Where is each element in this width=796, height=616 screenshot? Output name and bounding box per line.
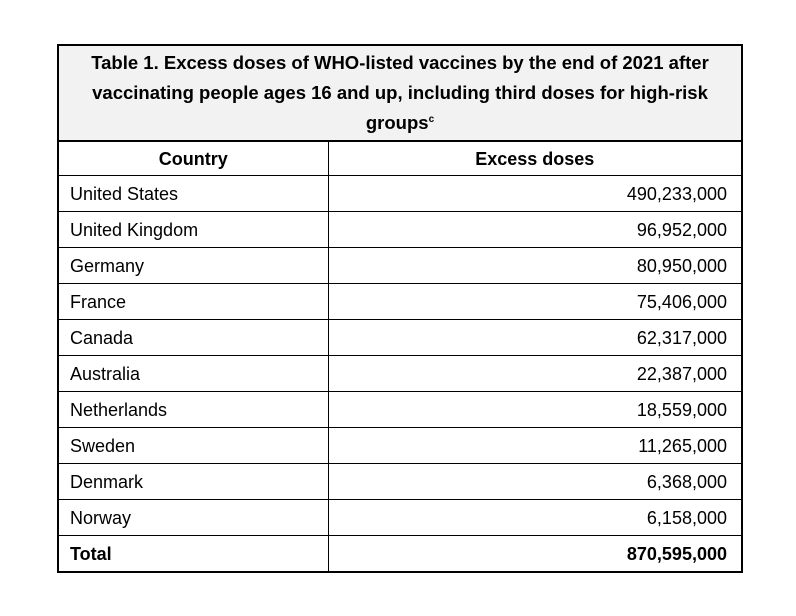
excess-doses-table — [57, 44, 743, 573]
total-row — [58, 536, 742, 573]
excess-doses-cell: 22,387,000 — [328, 356, 742, 392]
table-row — [58, 248, 742, 284]
excess-doses-cell: 18,559,000 — [328, 392, 742, 428]
excess-doses-cell: 11,265,000 — [328, 428, 742, 464]
excess-doses-cell: 80,950,000 — [328, 248, 742, 284]
excess-doses-cell: 6,158,000 — [328, 500, 742, 536]
country-cell: United States — [58, 176, 328, 212]
table-row — [58, 428, 742, 464]
column-header-excess-doses: Excess doses — [328, 141, 742, 176]
excess-doses-table-container — [57, 44, 743, 573]
column-header-country: Country — [58, 141, 328, 176]
country-cell: Sweden — [58, 428, 328, 464]
country-cell: United Kingdom — [58, 212, 328, 248]
country-cell: Germany — [58, 248, 328, 284]
table-row — [58, 356, 742, 392]
table-row — [58, 464, 742, 500]
country-cell: Denmark — [58, 464, 328, 500]
table-row — [58, 500, 742, 536]
table-row — [58, 176, 742, 212]
total-value: 870,595,000 — [328, 536, 742, 573]
caption-footnote-mark: c — [428, 113, 435, 125]
country-cell: Canada — [58, 320, 328, 356]
caption-row — [58, 45, 742, 141]
country-cell: France — [58, 284, 328, 320]
table-row — [58, 320, 742, 356]
total-label: Total — [58, 536, 328, 573]
excess-doses-cell: 62,317,000 — [328, 320, 742, 356]
table-caption — [58, 45, 742, 141]
excess-doses-cell: 96,952,000 — [328, 212, 742, 248]
excess-doses-cell: 75,406,000 — [328, 284, 742, 320]
country-cell: Netherlands — [58, 392, 328, 428]
country-cell: Australia — [58, 356, 328, 392]
table-row — [58, 392, 742, 428]
country-cell: Norway — [58, 500, 328, 536]
excess-doses-cell: 6,368,000 — [328, 464, 742, 500]
header-row — [58, 141, 742, 176]
table-row — [58, 284, 742, 320]
table-caption-text: Table 1. Excess doses of WHO-listed vaccines by the end of 2021 after vaccinating people ages 16 and up, including third doses for high-risk groups — [91, 52, 709, 133]
excess-doses-cell: 490,233,000 — [328, 176, 742, 212]
table-row — [58, 212, 742, 248]
